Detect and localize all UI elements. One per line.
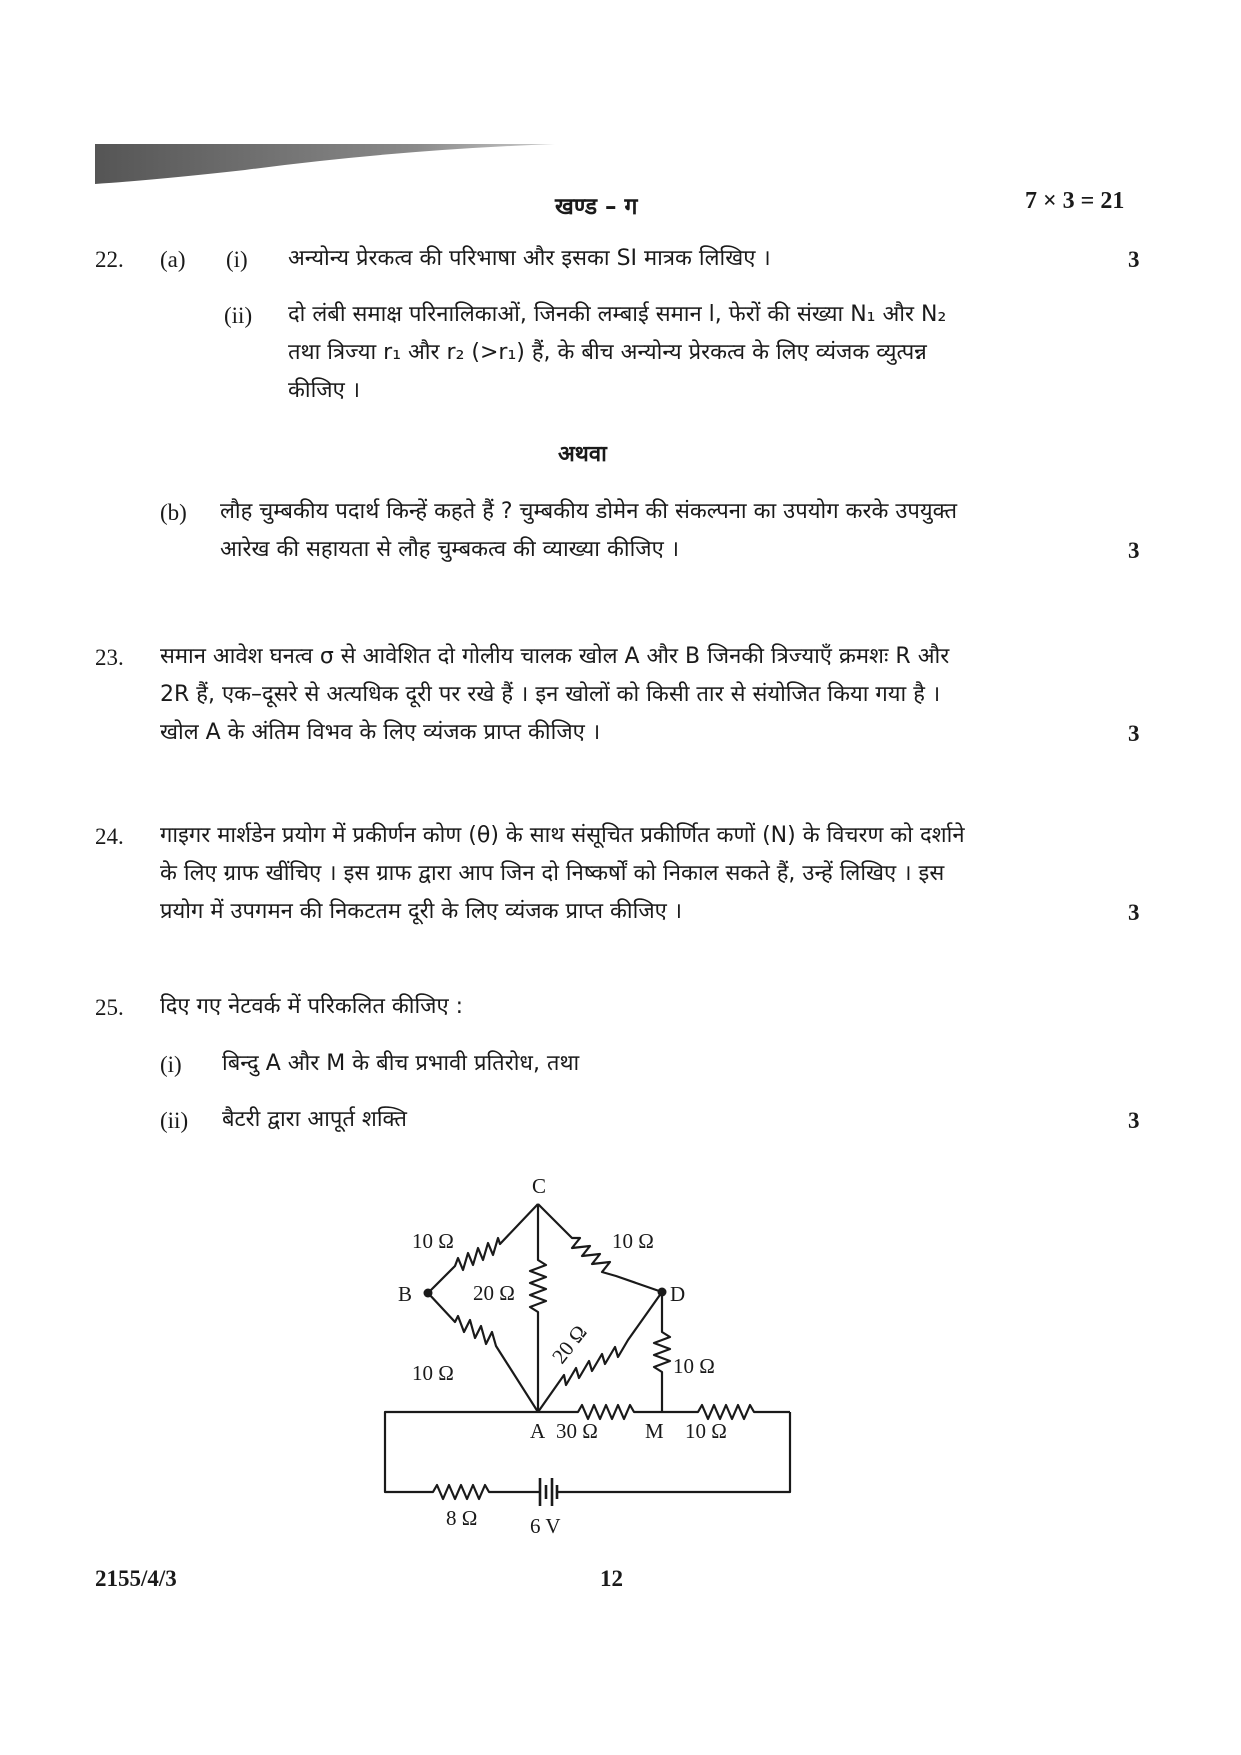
resistor-label-dm: 10 Ω <box>673 1354 715 1378</box>
node-d-dot <box>658 1288 667 1297</box>
question-number: 25. <box>95 995 124 1020</box>
question-number: 22. <box>95 247 124 272</box>
node-label-b: B <box>398 1282 413 1306</box>
section-title: खण्ड – ग <box>555 194 638 220</box>
marks: 3 <box>1128 1108 1140 1133</box>
marks: 3 <box>1128 247 1140 272</box>
sub-part-label: (i) <box>160 1052 182 1077</box>
node-b-dot <box>424 1289 433 1298</box>
question-text-block: समान आवेश घनत्व σ से आवेशित दो गोलीय चालक खोल A और B जिनकी त्रिज्याएँ क्रमशः R और 2R हैं, एक–दूसरे से अत्यधिक दूरी पर रखे हैं । इन खोलों को किसी तार से संयोजित किया गया है । खोल A के अंतिम विभव के लिए व्यंजक प्राप्त कीजिए । <box>160 644 950 745</box>
sub-part-label: (i) <box>226 247 248 272</box>
or-divider: अथवा <box>558 442 607 467</box>
resistor-label-ba: 10 Ω <box>412 1361 454 1385</box>
marks: 3 <box>1128 900 1140 925</box>
question-number: 23. <box>95 645 124 670</box>
question-text-block: दो लंबी समाक्ष परिनालिकाओं, जिनकी लम्बाई समान l, फेरों की संख्या N₁ और N₂ तथा त्रिज्या r₁ और r₂ (>r₁) हैं, के बीच अन्योन्य प्रेरकत्व के लिए व्यंजक व्युत्पन्न कीजिए । <box>288 302 947 403</box>
node-label-d: D <box>670 1282 686 1306</box>
question-text: दिए गए नेटवर्क में परिकलित कीजिए : <box>160 994 464 1019</box>
section-marks: 7 × 3 = 21 <box>1025 188 1125 214</box>
page-number: 12 <box>600 1566 623 1591</box>
sub-part-label: (ii) <box>160 1108 189 1133</box>
resistor-label-ad: 20 Ω <box>547 1320 592 1369</box>
resistor-label-am: 30 Ω <box>556 1419 598 1443</box>
resistor-label-cd: 10 Ω <box>612 1229 654 1253</box>
question-text: अन्योन्य प्रेरकत्व की परिभाषा और इसका SI मात्रक लिखिए । <box>288 246 771 271</box>
part-label: (b) <box>160 500 187 525</box>
question-text-block: लौह चुम्बकीय पदार्थ किन्हें कहते हैं ? चुम्बकीय डोमेन की संकल्पना का उपयोग करके उपयुक्त आरेख की सहायता से लौह चुम्बकत्व की व्याख्या कीजिए । <box>220 499 958 562</box>
circuit-diagram <box>360 1140 820 1540</box>
header-decorative-bar <box>95 144 555 184</box>
marks: 3 <box>1128 721 1140 746</box>
question-text-block: गाइगर मार्शडेन प्रयोग में प्रकीर्णन कोण (θ) के साथ संसूचित प्रकीर्णित कणों (N) के विचरण को दर्शाने के लिए ग्राफ खींचिए । इस ग्राफ द्वारा आप जिन दो निष्कर्षों को निकाल सकते हैं, उन्हें लिखिए । इस प्रयोग में उपगमन की निकटतम दूरी के लिए व्यंजक प्राप्त कीजिए । <box>160 823 965 924</box>
resistor-label-m-right: 10 Ω <box>685 1419 727 1443</box>
resistor-label-battery: 8 Ω <box>446 1506 478 1530</box>
part-label: (a) <box>160 247 186 272</box>
resistor-label-bc: 10 Ω <box>412 1229 454 1253</box>
battery-symbol <box>540 1478 557 1506</box>
node-label-m: M <box>645 1419 664 1443</box>
question-text: बैटरी द्वारा आपूर्त शक्ति <box>222 1107 407 1132</box>
paper-code: 2155/4/3 <box>95 1566 177 1591</box>
question-number: 24. <box>95 824 124 849</box>
node-label-a: A <box>530 1419 546 1443</box>
marks: 3 <box>1128 538 1140 563</box>
sub-part-label: (ii) <box>224 303 253 328</box>
battery-label: 6 V <box>530 1514 561 1538</box>
question-text: बिन्दु A और M के बीच प्रभावी प्रतिरोध, तथा <box>222 1051 580 1076</box>
resistor-label-ca: 20 Ω <box>473 1281 515 1305</box>
node-label-c: C <box>532 1174 547 1198</box>
